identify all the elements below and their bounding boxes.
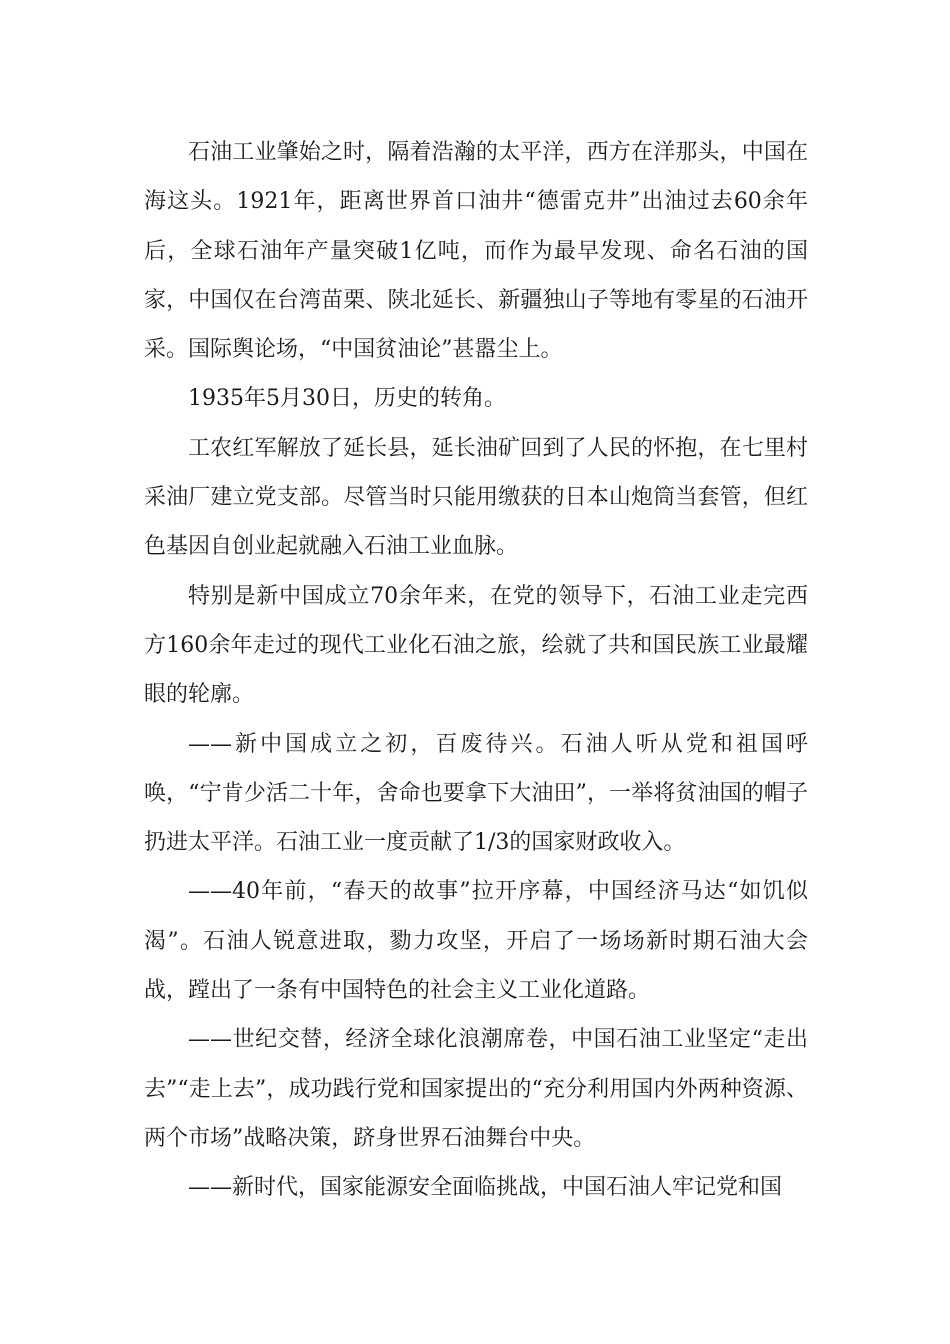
paragraph-new-china: 特别是新中国成立70余年来，在党的领导下，石油工业走完西方160余年走过的现代工业化石油之旅，绘就了共和国民族工业最耀眼的轮廓。	[144, 583, 808, 708]
paragraph-new-era: ——新时代，国家能源安全面临挑战，中国石油人牢记党和国	[188, 1175, 783, 1201]
paragraph-red-army: 工农红军解放了延长县，延长油矿回到了人民的怀抱，在七里村采油厂建立党支部。尽管当时只能用缴获的日本山炮筒当套管，但红色基因自创业起就融入石油工业血脉。	[144, 435, 808, 560]
paragraph-intro: 石油工业肇始之时，隔着浩瀚的太平洋，西方在洋那头，中国在海这头。1921年，距离世界首口油井“德雷克井”出油过去60余年后，全球石油年产量突破1亿吨，而作为最早发现、命名石油的国家，中国仅在台湾苗栗、陕北延长、新疆独山子等地有零星的石油开采。国际舆论场，“中国贫油论”甚嚣尘上。	[144, 140, 808, 363]
article-body	[144, 128, 808, 1213]
paragraph-founding: ——新中国成立之初，百废待兴。石油人听从党和祖国呼唤，“宁肯少活二十年，舍命也要拿下大油田”，一举将贫油国的帽子扔进太平洋。石油工业一度贡献了1/3的国家财政收入。	[144, 731, 808, 856]
paragraph-globalization: ——世纪交替，经济全球化浪潮席卷，中国石油工业坚定“走出去”“走上去”，成功践行党和国家提出的“充分利用国内外两种资源、两个市场”战略决策，跻身世界石油舞台中央。	[144, 1027, 808, 1151]
paragraph-reform: ——40年前，“春天的故事”拉开序幕，中国经济马达“如饥似渴”。石油人锐意进取，勠力攻坚，开启了一场场新时期石油大会战，蹚出了一条有中国特色的社会主义工业化道路。	[144, 879, 808, 1004]
paragraph-turning-point: 1935年5月30日，历史的转角。	[188, 386, 506, 412]
